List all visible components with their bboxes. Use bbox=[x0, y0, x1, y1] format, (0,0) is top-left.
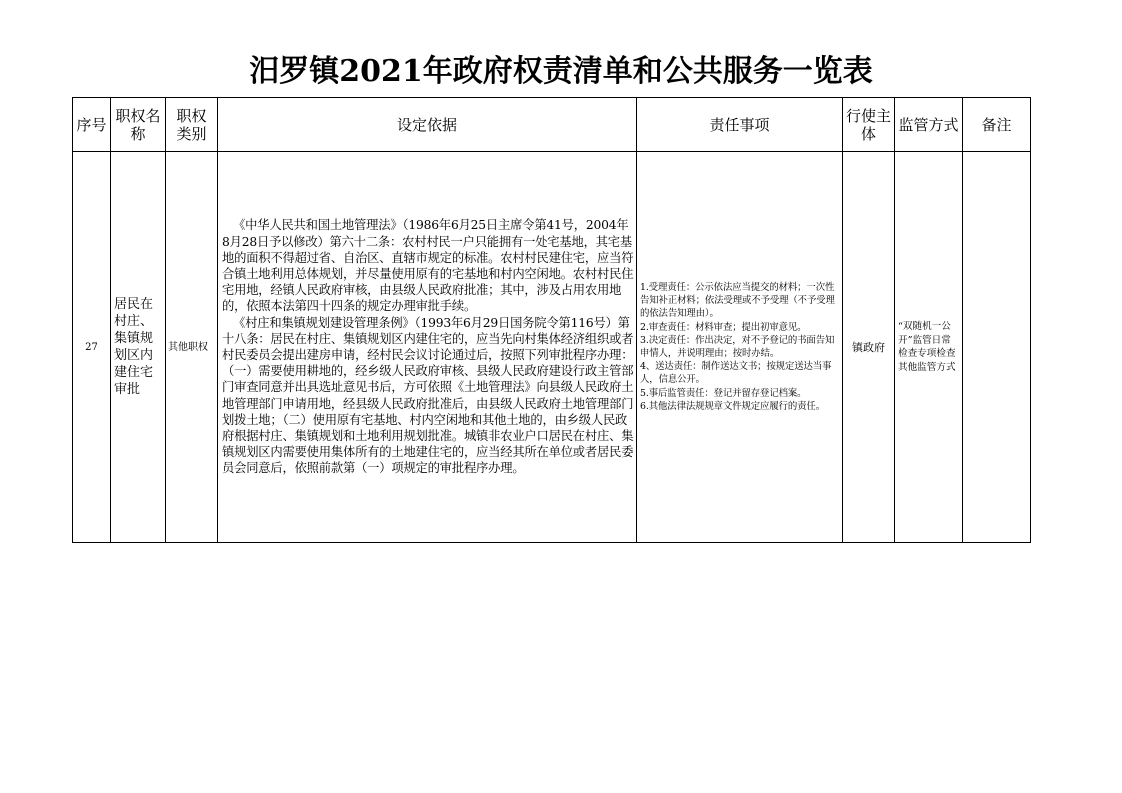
authority-table bbox=[72, 97, 1031, 543]
responsibility-item: 5.事后监管责任：登记并留存登记档案。 bbox=[640, 387, 807, 399]
row-note bbox=[963, 152, 1031, 543]
row-responsibility bbox=[637, 152, 843, 543]
row-type: 其他职权 bbox=[166, 152, 218, 543]
header-responsibility: 责任事项 bbox=[637, 98, 843, 152]
responsibility-item: 3.决定责任：作出决定，对不予登记的书面告知申情人，并说明理由；按时办结。 bbox=[640, 334, 835, 359]
header-subject: 行使主体 bbox=[843, 98, 895, 152]
row-subject: 镇政府 bbox=[843, 152, 895, 543]
header-seq: 序号 bbox=[73, 98, 111, 152]
responsibility-item: 2.审查责任：材料审查；提出初审意见。 bbox=[640, 321, 807, 333]
page-title: 汨罗镇2021年政府权责清单和公共服务一览表 bbox=[249, 54, 873, 89]
row-supervision: “双随机一公开”监管日常检查专项检查其他监管方式 bbox=[895, 152, 963, 543]
row-basis bbox=[218, 152, 637, 543]
header-basis: 设定依据 bbox=[218, 98, 637, 152]
basis-village-regulation: 《村庄和集镇规划建设管理条例》（1993年6月29日国务院令第116号）第十八条：居民在村庄、集镇规划区内建住宅的，应当先向村集体经济组织或者村民委员会提出建房申请，经村民会议讨论通过后，按照下列审批程序办理：（一）需要使用耕地的，经乡级人民政府审核、县级人民政府建设行政主管部门审查同意并出具选址意见书后，方可依照《土地管理法》向县级人民政府土地管理部门申请用地，经县级人民政府批准后，由县级人民政府土地管理部门划拨土地；（二）使用原有宅基地、村内空闲地和其他土地的，由乡级人民政府根据村庄、集镇规划和土地利用规划批准。城镇非农业户口居民在村庄、集镇规划区内需要使用集体所有的土地建住宅的，应当经其所在单位或者居民委员会同意后，依照前款第（一）项规定的审批程序办理。 bbox=[222, 315, 634, 476]
responsibility-item: 1.受理责任：公示依法应当提交的材料；一次性告知补正材料；依法受理或不予受理（不予受理的依法告知理由）。 bbox=[640, 281, 835, 320]
table-header-row bbox=[73, 98, 1031, 152]
responsibility-item: 4、送达责任：制作送达文书；按规定送达当事人，信息公开。 bbox=[640, 361, 832, 386]
row-name: 居民在村庄、集镇规划区内建住宅审批 bbox=[111, 152, 166, 543]
responsibility-item: 6.其他法律法规规章文件规定应履行的责任。 bbox=[640, 400, 825, 412]
header-name: 职权名称 bbox=[111, 98, 166, 152]
row-seq: 27 bbox=[73, 152, 111, 543]
header-supervision: 监管方式 bbox=[895, 98, 963, 152]
header-note: 备注 bbox=[963, 98, 1031, 152]
header-type: 职权类别 bbox=[166, 98, 218, 152]
table-row bbox=[73, 152, 1031, 543]
basis-land-law: 《中华人民共和国土地管理法》（1986年6月25日主席令第41号，2004年8月28日予以修改）第六十二条：农村村民一户只能拥有一处宅基地，其宅基地的面积不得超过省、自治区、直辖市规定的标准。农村村民建住宅，应当符合镇土地利用总体规划，并尽量使用原有的宅基地和村内空闲地。农村村民住宅用地，经镇人民政府审核，由县级人民政府批准；其中，涉及占用农用地的，依照本法第四十四条的规定办理审批手续。 bbox=[222, 218, 634, 314]
